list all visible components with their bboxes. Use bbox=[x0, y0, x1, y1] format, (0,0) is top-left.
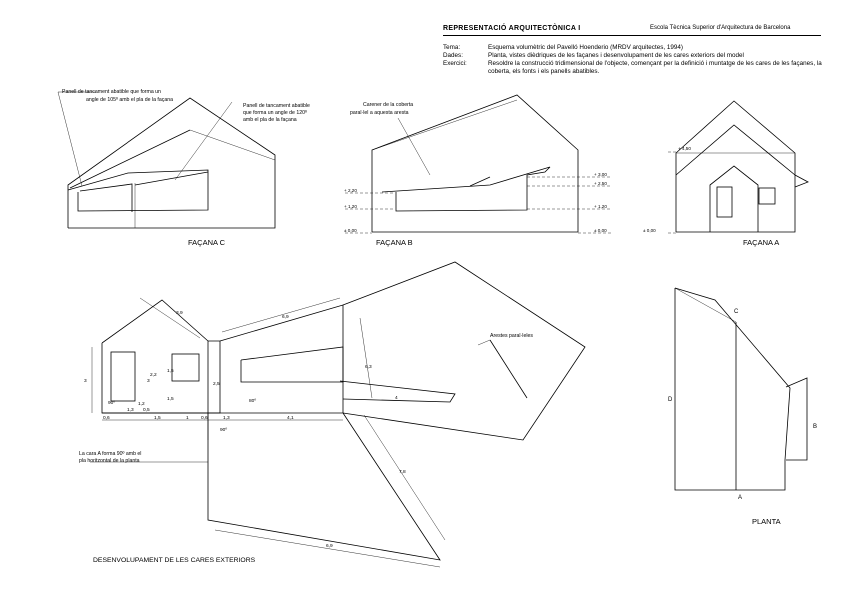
facana-c-note1-line2: angle de 105º amb el pla de la façana bbox=[86, 97, 173, 103]
level-b-right-1: + 3,00 bbox=[594, 172, 607, 177]
level-b-right-2: + 2,50 bbox=[594, 181, 607, 186]
dades-label: Dades: bbox=[443, 52, 463, 59]
dim-label: 6,9 bbox=[282, 315, 289, 320]
dimension-labels bbox=[84, 310, 406, 549]
facana-c-note2-line2: que forma un angle de 120º bbox=[243, 110, 307, 116]
level-b-left-2: + 1,20 bbox=[344, 204, 357, 209]
facana-c-note2-line3: amb el pla de la façana bbox=[243, 117, 297, 123]
dim-label: 2,5 bbox=[213, 382, 220, 387]
level-b-left-3: ± 0,00 bbox=[344, 228, 357, 233]
dades-value: Planta, vistes dièdriques de les façanes i desenvolupament de les cares exteriors del model bbox=[488, 52, 744, 59]
dim-label: 1,5 bbox=[167, 397, 174, 402]
facana-b-title: FAÇANA B bbox=[376, 238, 413, 247]
dim-label: 4,1 bbox=[287, 416, 294, 421]
facana-a-title: FAÇANA A bbox=[743, 238, 780, 247]
facana-c-note1-line1: Panell de tancament abatible que forma un bbox=[62, 89, 161, 95]
dim-label: 3 bbox=[84, 379, 87, 384]
dim-label: 1,5 bbox=[154, 416, 161, 421]
angle-label: 80º bbox=[249, 399, 257, 404]
dim-label: 7,8 bbox=[399, 470, 406, 475]
dim-label: 2,2 bbox=[150, 373, 157, 378]
facana-c-note2-line1: Panell de tancament abatible bbox=[243, 103, 310, 109]
level-a-top: + 4,50 bbox=[678, 146, 691, 151]
angle-label: 90º bbox=[220, 428, 228, 433]
dim-label: 1,2 bbox=[138, 402, 145, 407]
dim-label: 0,6 bbox=[201, 416, 208, 421]
dim-label: 3,9 bbox=[176, 311, 183, 316]
course-title: REPRESENTACIÓ ARQUITECTÒNICA I bbox=[443, 25, 581, 32]
level-a-bottom: ± 0,00 bbox=[643, 228, 656, 233]
exercici-value: Resoldre la construcció tridimensional de l'objecte, començant per la definició i muntatge de les cares de les façanes, la coberta, els fonts i els panells abatibles. bbox=[488, 60, 822, 75]
desenv-note-line2: pla horitzontal de la planta bbox=[79, 458, 140, 464]
dim-label: 0,5 bbox=[143, 408, 150, 413]
facana-a-drawing bbox=[668, 101, 808, 233]
planta-label-c: C bbox=[734, 309, 739, 315]
level-b-right-4: ± 0,00 bbox=[594, 228, 607, 233]
tema-label: Tema: bbox=[443, 44, 461, 51]
angle-label: 90º bbox=[108, 401, 116, 406]
dim-label: 1,3 bbox=[223, 416, 230, 421]
desenvolupament-drawing bbox=[90, 262, 585, 567]
level-b-left-1: + 2,20 bbox=[344, 188, 357, 193]
level-b-right-3: + 1,20 bbox=[594, 204, 607, 209]
tema-value: Esquema volumètric del Pavelló Hoenderio (MRDV arquitectes, 1994) bbox=[488, 44, 683, 51]
dim-label: 1 bbox=[186, 416, 189, 421]
dim-label: 1,3 bbox=[127, 408, 134, 413]
school-name: Escola Tècnica Superior d'Arquitectura de Barcelona bbox=[650, 25, 791, 31]
desenvolupament-title: DESENVOLUPAMENT DE LES CARES EXTERIORS bbox=[93, 557, 256, 564]
planta-drawing bbox=[675, 288, 807, 490]
dim-label: 1,5 bbox=[167, 369, 174, 374]
dim-label: 6,9 bbox=[326, 544, 333, 549]
planta-title: PLANTA bbox=[752, 517, 781, 526]
planta-label-b: B bbox=[813, 424, 818, 430]
dim-label: 4 bbox=[395, 396, 398, 401]
facana-b-note-line1: Carener de la coberta bbox=[363, 102, 414, 108]
desenv-note-line1: La cara A forma 90º amb el bbox=[79, 451, 142, 457]
facana-c-title: FAÇANA C bbox=[188, 238, 226, 247]
planta-label-d: D bbox=[668, 397, 673, 403]
arestes-label: Arestes paral·leles bbox=[490, 333, 533, 339]
facana-b-note-line2: paral·lel a aquesta aresta bbox=[350, 110, 409, 116]
dim-label: 6,3 bbox=[365, 365, 372, 370]
planta-label-a: A bbox=[738, 495, 743, 501]
exercici-label: Exercici: bbox=[443, 60, 467, 67]
dim-label: 3 bbox=[147, 379, 150, 384]
dim-label: 0,6 bbox=[103, 416, 110, 421]
